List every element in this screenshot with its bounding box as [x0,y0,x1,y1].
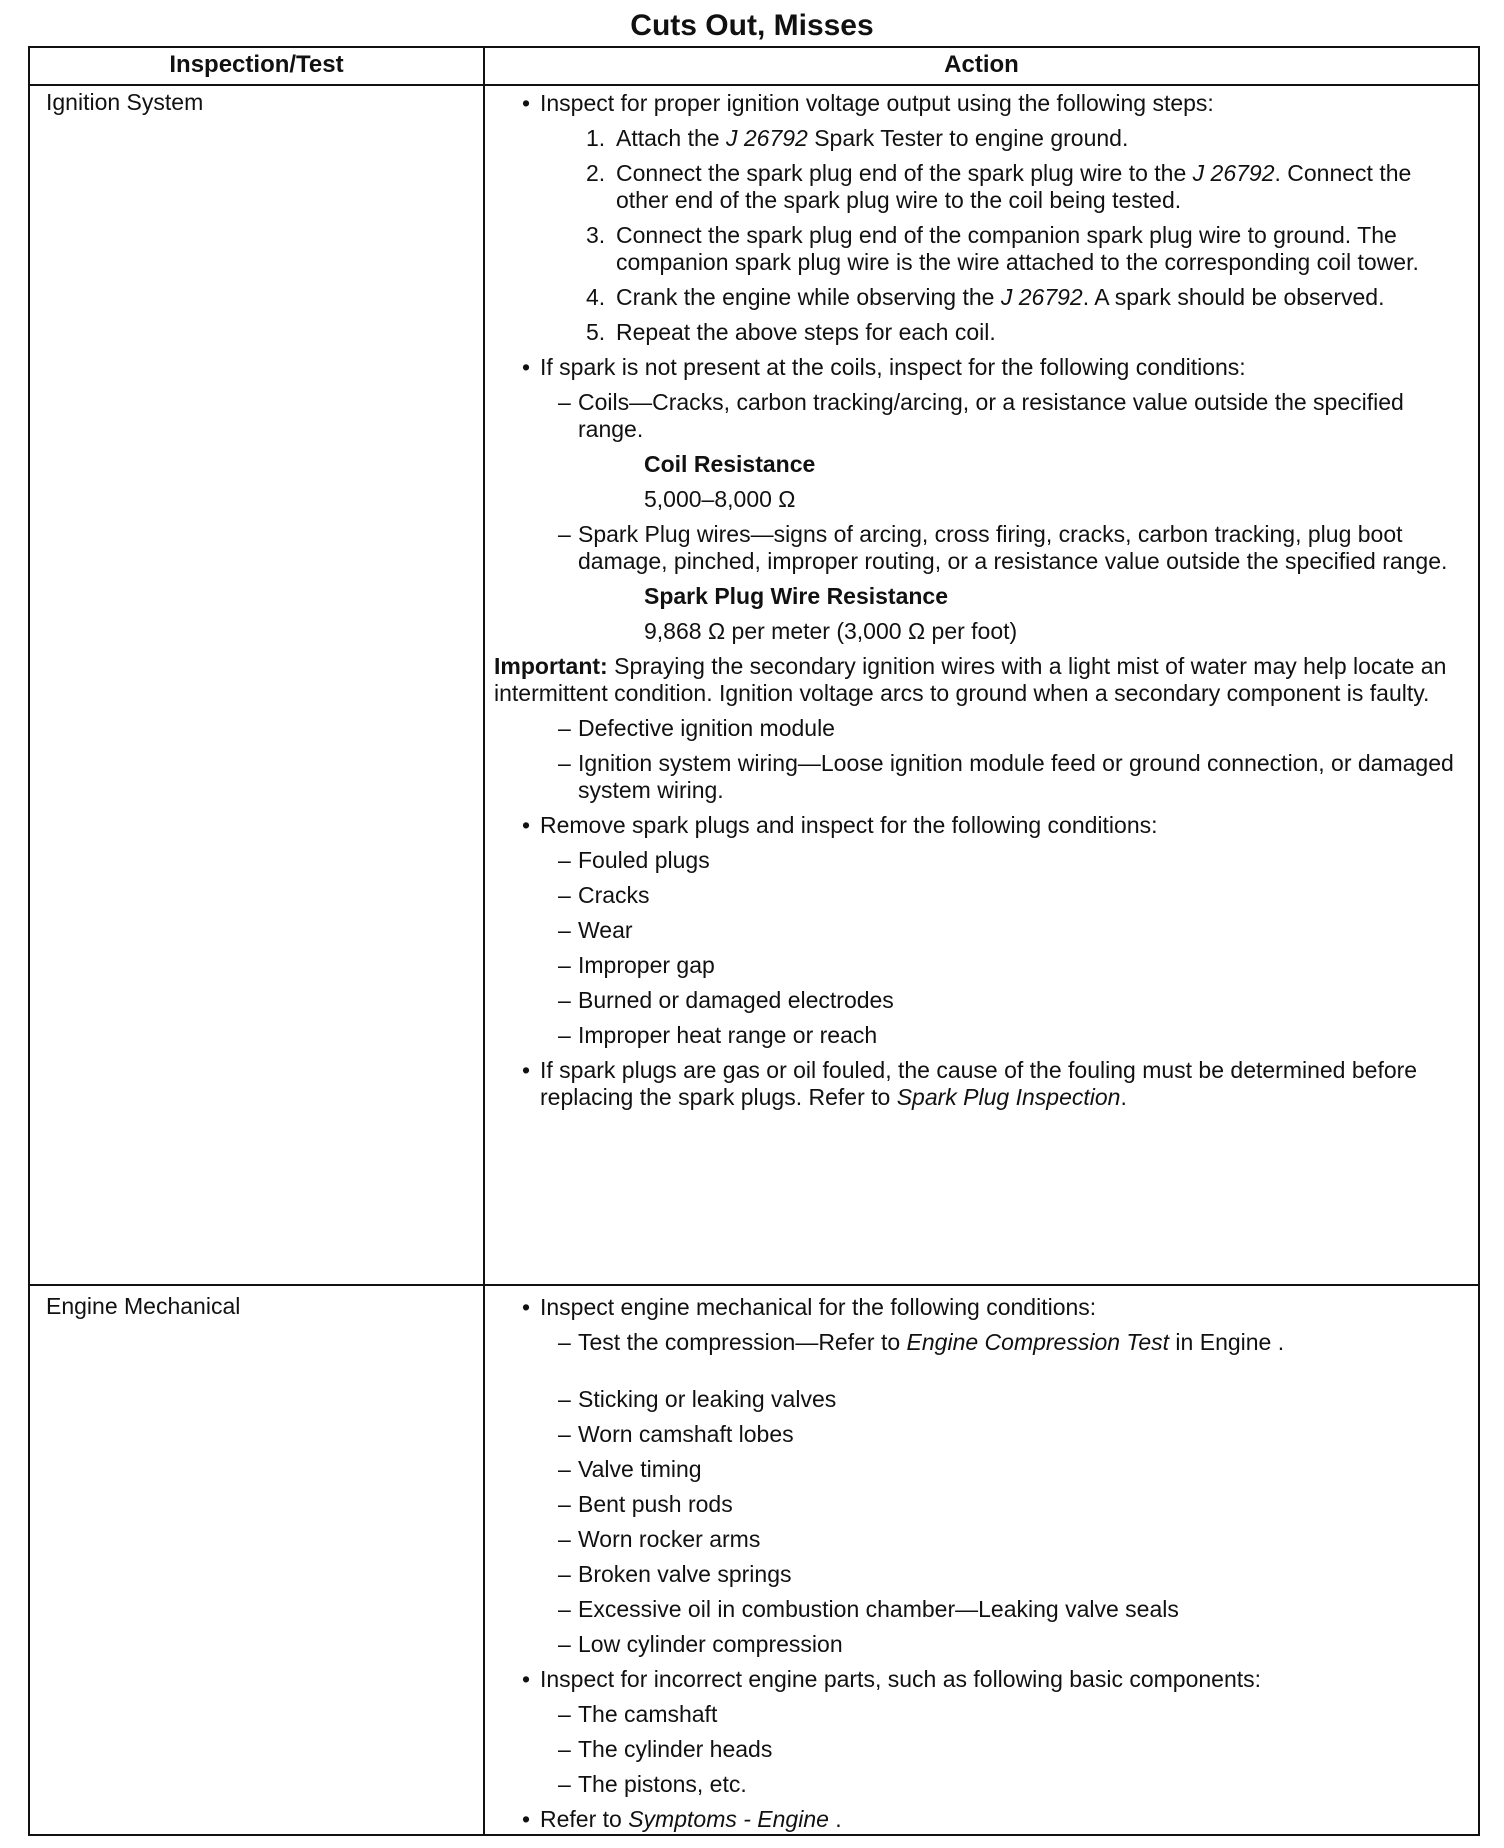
list-item: – Bent push rods [494,1491,1466,1518]
list-item: – Excessive oil in combustion chamber—Leaking valve seals [494,1596,1466,1623]
list-item: – Sticking or leaking valves [494,1386,1466,1413]
spec-value: 9,868 Ω per meter (3,000 Ω per foot) [644,618,1018,644]
list-item: – The pistons, etc. [494,1771,1466,1798]
column-divider [483,48,485,1834]
engine-actions [494,1294,1466,1841]
list-item: – Improper gap [494,952,1466,979]
page-title: Cuts Out, Misses [630,9,874,42]
list-item: • Remove spark plugs and inspect for the following conditions: [494,812,1466,839]
list-item: • If spark is not present at the coils, inspect for the following conditions: [494,354,1466,381]
header-action: Action [944,51,1019,78]
list-item: – Burned or damaged electrodes [494,987,1466,1014]
list-item: – Broken valve springs [494,1561,1466,1588]
header-inspection: Inspection/Test [169,51,344,78]
list-item: – Valve timing [494,1456,1466,1483]
list-item: • If spark plugs are gas or oil fouled, the cause of the fouling must be determined before replacing the spark plugs. Refer to Spark Plug Inspection. [494,1057,1466,1111]
list-item: – Wear [494,917,1466,944]
list-item: – Ignition system wiring—Loose ignition module feed or ground connection, or damaged system wiring. [494,750,1466,804]
row-label-ignition: Ignition System [46,89,204,115]
step-3: 3. Connect the spark plug end of the companion spark plug wire to ground. The companion spark plug wire is the wire attached to the corresponding coil tower. [586,222,1419,275]
list-item: – Defective ignition module [494,715,1466,742]
step-4: 4. Crank the engine while observing the J 26792. A spark should be observed. [586,284,1385,310]
list-item: – Low cylinder compression [494,1631,1466,1658]
diagnostic-table [28,46,1480,1836]
spec-title: Spark Plug Wire Resistance [644,583,949,609]
step-1: 1. Attach the J 26792 Spark Tester to engine ground. [586,125,1129,151]
step-2: 2. Connect the spark plug end of the spark plug wire to the J 26792. Connect the other end of the spark plug wire to the coil being tested. [586,160,1412,213]
row-label-engine: Engine Mechanical [46,1293,241,1319]
list-item: • Refer to Symptoms - Engine . [494,1806,1466,1833]
row-divider [30,1284,1478,1286]
spec-title: Coil Resistance [644,451,816,477]
list-item: – The cylinder heads [494,1736,1466,1763]
list-item: – Coils—Cracks, carbon tracking/arcing, or a resistance value outside the specified range. [494,389,1466,443]
list-item: – Improper heat range or reach [494,1022,1466,1049]
list-item: – Spark Plug wires—signs of arcing, cross firing, cracks, carbon tracking, plug boot damage, pinched, improper routing, or a resistance value outside the specified range. [494,521,1466,575]
important-note: Important: Spraying the secondary ignition wires with a light mist of water may help locate an intermittent condition. Ignition voltage arcs to ground when a secondary component is faulty. [494,653,1447,706]
table-header [30,48,1478,86]
list-item: – Worn camshaft lobes [494,1421,1466,1448]
list-item: • Inspect for proper ignition voltage output using the following steps: [494,90,1466,117]
list-item: – Worn rocker arms [494,1526,1466,1553]
step-5: 5. Repeat the above steps for each coil. [586,319,996,345]
spec-value: 5,000–8,000 Ω [644,486,796,512]
list-item: – Cracks [494,882,1466,909]
list-item: • Inspect for incorrect engine parts, such as following basic components: [494,1666,1466,1693]
list-item: – Fouled plugs [494,847,1466,874]
list-item: – Test the compression—Refer to Engine Compression Test in Engine . [494,1329,1466,1356]
list-item: • Inspect engine mechanical for the following conditions: [494,1294,1466,1321]
ignition-actions [494,90,1466,1119]
list-item: – The camshaft [494,1701,1466,1728]
